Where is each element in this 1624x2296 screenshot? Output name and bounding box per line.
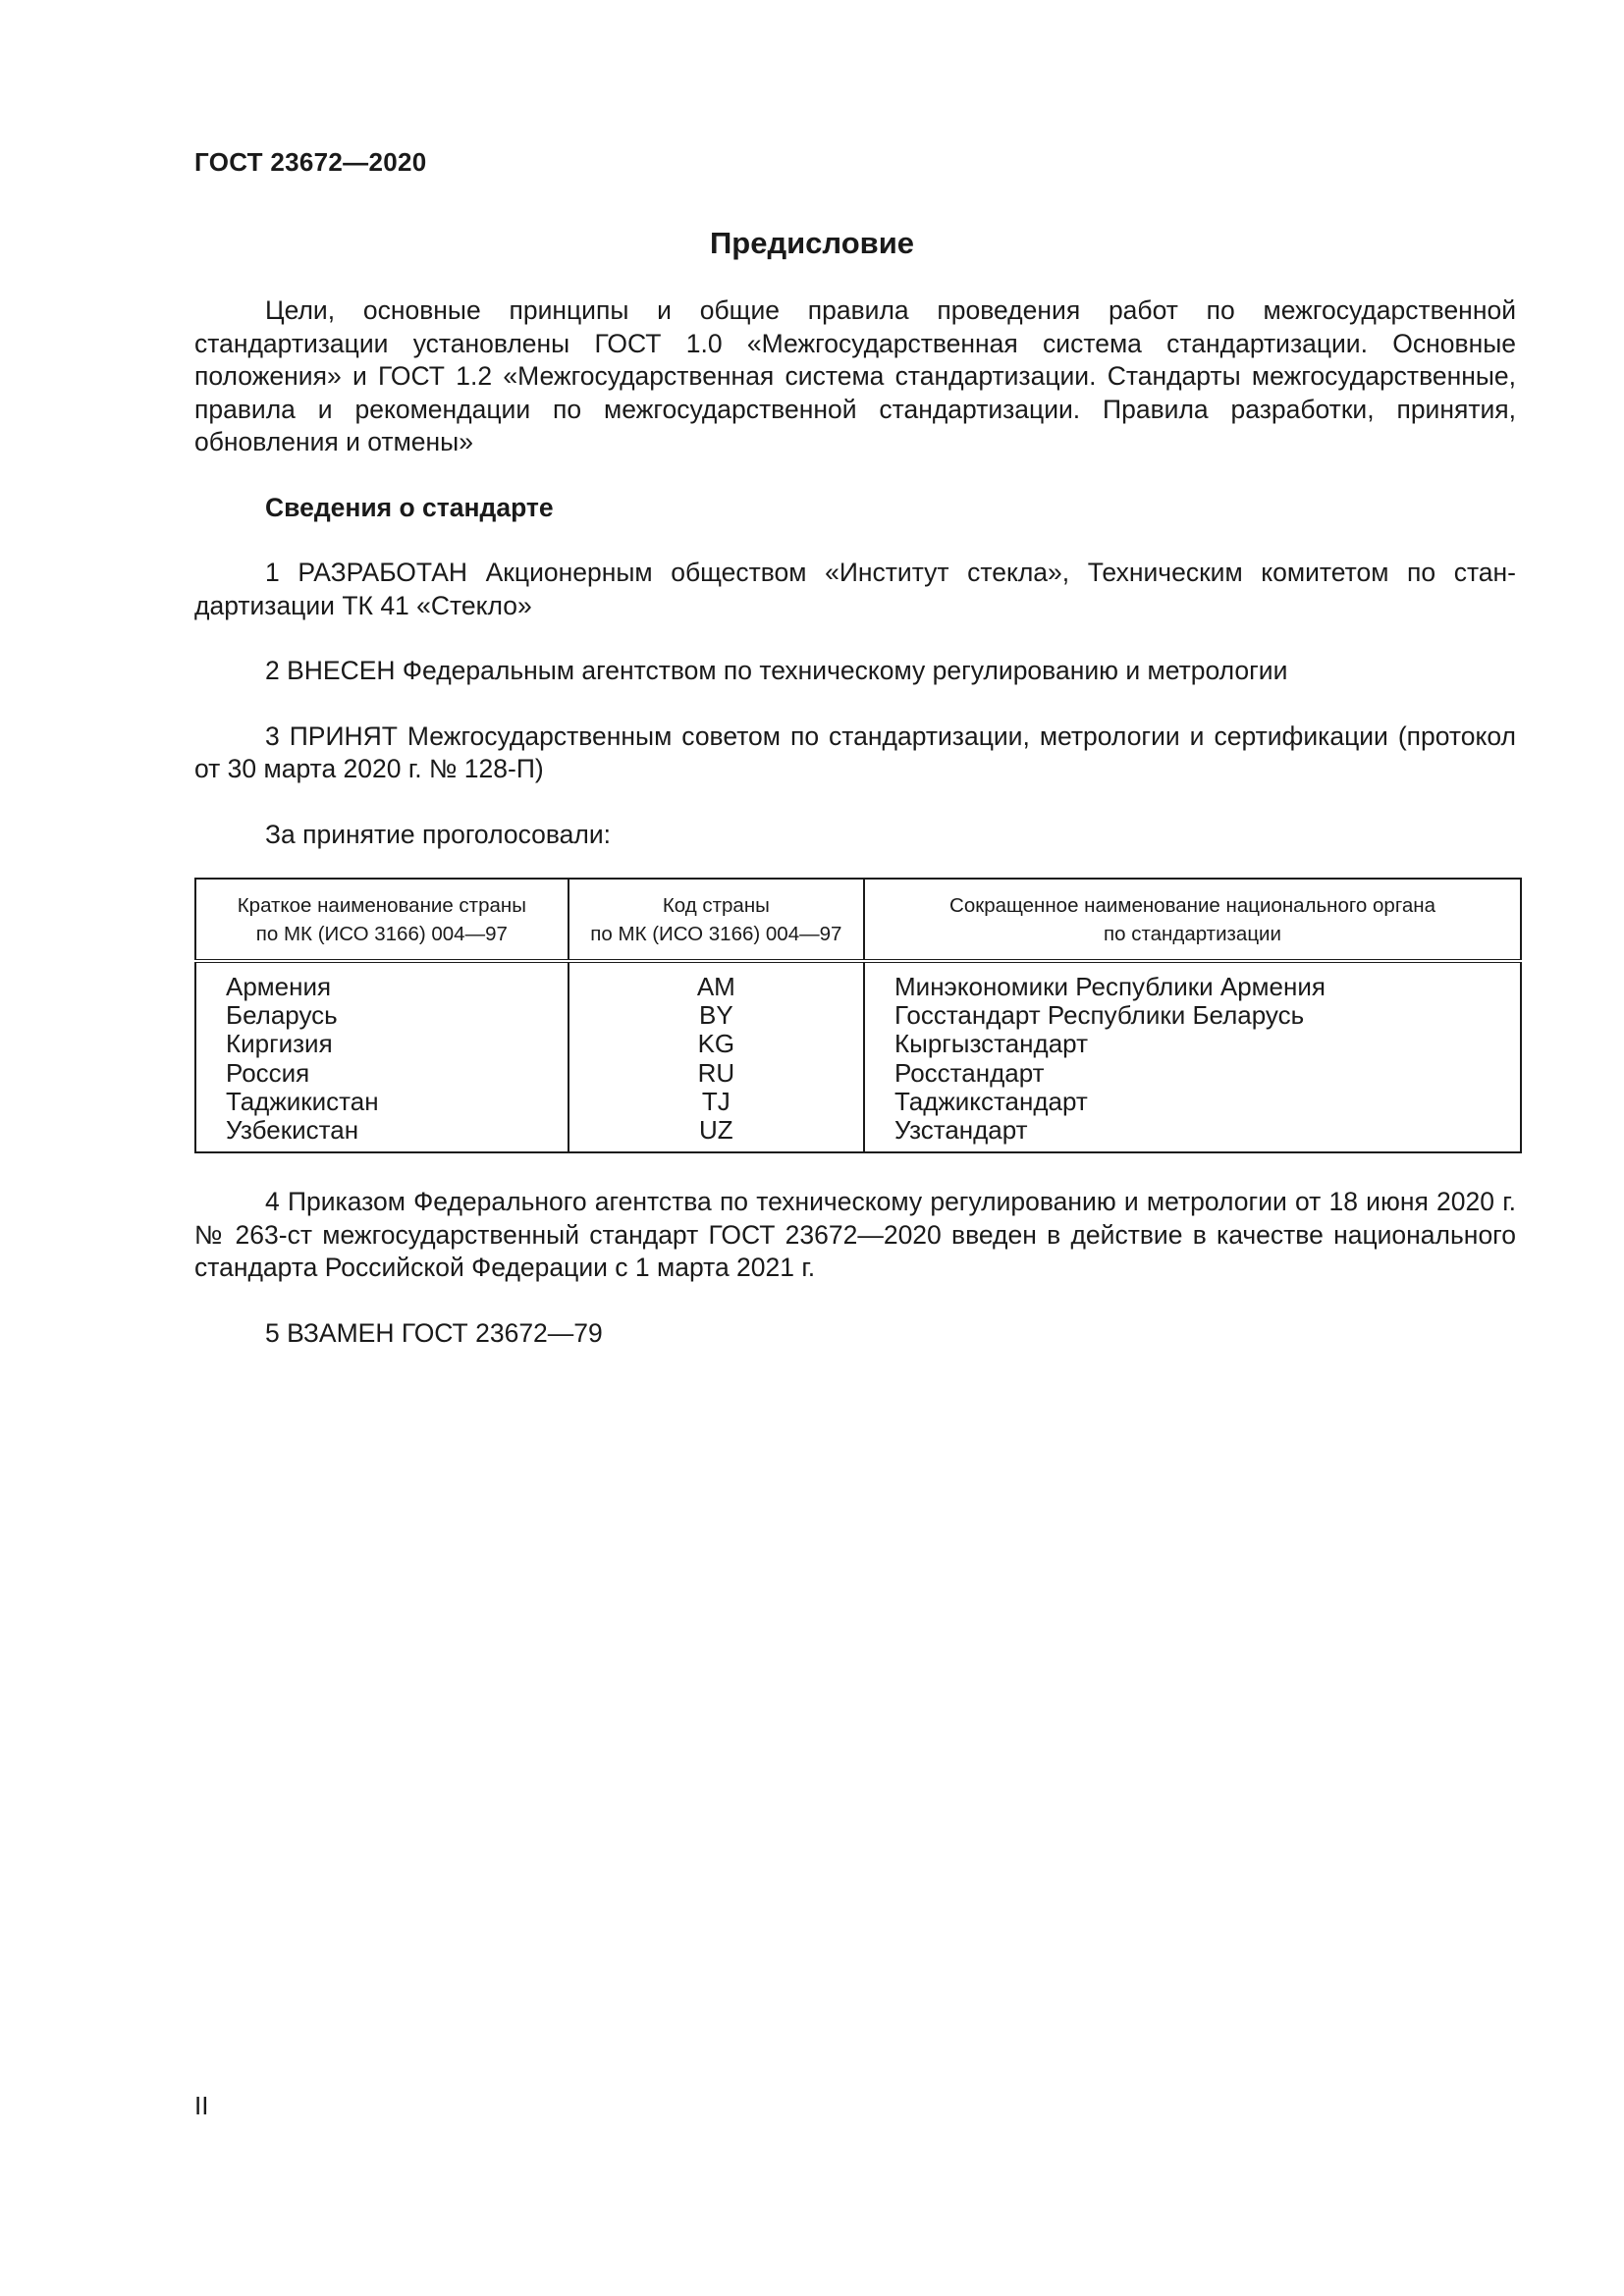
voting-table bbox=[194, 878, 1522, 1153]
table-header-row bbox=[195, 879, 1521, 961]
item-introduced: 2 ВНЕСЕН Федеральным агентством по техническому регулированию и метрологии bbox=[265, 656, 1288, 685]
country-names-cell bbox=[195, 961, 568, 1152]
item-replaces: 5 ВЗАМЕН ГОСТ 23672—79 bbox=[265, 1317, 603, 1348]
national-bodies-cell bbox=[864, 961, 1521, 1152]
header-country-name: Краткое наименование страны по МК (ИСО 3166) 004—97 bbox=[195, 879, 568, 961]
item-order: 4 Приказом Федерального агентства по техническому регулированию и метрологии от 18 июня 2020 г. № 263-ст межгосударственный стандарт ГОСТ 23672—2020 введен в действие в качестве национального стандарта Российской Федерации с 1 марта 2021 г. bbox=[194, 1187, 1516, 1283]
table-body-row bbox=[195, 961, 1521, 1152]
national-body: Госстандарт Республики Беларусь bbox=[894, 1000, 1305, 1031]
country-code: TJ bbox=[701, 1086, 731, 1116]
page-number: II bbox=[194, 2091, 209, 2120]
country-name: Таджикистан bbox=[226, 1086, 379, 1116]
country-code: UZ bbox=[699, 1115, 733, 1146]
item-developed: 1 РАЗРАБОТАН Акционерным обществом «Институт стекла», Техническим комитетом по стандартизации ТК 41 «Стекло» bbox=[194, 558, 1516, 620]
national-body: Минэкономики Республики Армения bbox=[894, 972, 1326, 1001]
page-title: Предисловие bbox=[709, 226, 914, 260]
country-name: Россия bbox=[226, 1057, 310, 1088]
intro-paragraph: Цели, основные принципы и общие правила проведения работ по межгосударственной стандартизации установлены ГОСТ 1.0 «Межгосударственная система стандартизации. Основные положения» и ГОСТ 1.2 «Межгосударственная система стандартизации. Стандарты межгосударственные, правила и рекомендации по межгосударственной стандартизации. Правила разработки, принятия, обновления и отмены» bbox=[194, 295, 1516, 456]
country-name: Узбекистан bbox=[226, 1115, 359, 1146]
national-body: Таджикстандарт bbox=[894, 1086, 1088, 1116]
country-name: Армения bbox=[226, 972, 332, 1001]
country-code: AM bbox=[696, 972, 735, 1001]
country-name: Беларусь bbox=[226, 1000, 338, 1031]
country-code: KG bbox=[697, 1029, 735, 1059]
section-subheading: Сведения о стандарте bbox=[265, 492, 554, 522]
national-body: Росстандарт bbox=[894, 1057, 1045, 1088]
country-name: Киргизия bbox=[226, 1029, 333, 1059]
item-voted: За принятие проголосовали: bbox=[265, 819, 612, 849]
country-code: RU bbox=[697, 1057, 735, 1088]
item-adopted: 3 ПРИНЯТ Межгосударственным советом по стандартизации, метрологии и сертификации (протокол от 30 марта 2020 г. № 128-П) bbox=[194, 721, 1516, 783]
national-body: Кыргызстандарт bbox=[894, 1029, 1088, 1059]
foreword-content bbox=[194, 294, 1516, 1350]
national-body: Узстандарт bbox=[894, 1115, 1028, 1146]
country-code: BY bbox=[699, 1000, 733, 1031]
country-codes-cell bbox=[568, 961, 864, 1152]
header-national-body: Сокращенное наименование национального органа по стандартизации bbox=[864, 879, 1521, 961]
header-country-code: Код страны по МК (ИСО 3166) 004—97 bbox=[568, 879, 864, 961]
document-header: ГОСТ 23672—2020 bbox=[194, 147, 427, 177]
